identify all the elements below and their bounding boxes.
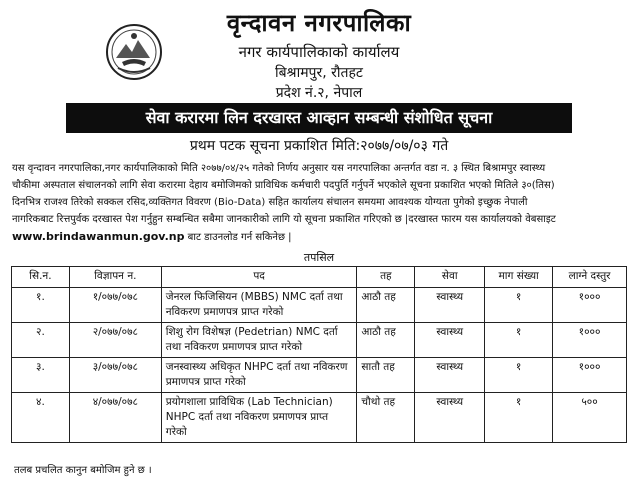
cell-fee: १००० — [553, 323, 627, 358]
table-caption: तपसिल — [303, 251, 335, 264]
body-line: दिनभित्र राजश्व तिरेको सक्कल रसिद,व्यक्तिगत विवरण (Bio-Data) सहित कार्यालय संचालन समयमा आवश्यक योग्यता पुगेको इच्छुक नेपाली — [12, 197, 528, 208]
body-line: यस वृन्दावन नगरपालिका,नगर कार्यपालिकाको मिति २०७७/०४/२५ गतेको निर्णय अनुसार यस नगरपालिका अन्तर्गत वडा न. ३ स्थित बिश्रामपुर स्वास्थ्य — [12, 163, 546, 174]
cell-demand: १ — [485, 393, 553, 443]
cell-adv-no: १/०७७/०७८ — [69, 288, 161, 323]
cell-level: आठौ तह — [357, 323, 415, 358]
body-line-website — [12, 228, 628, 245]
table-row — [12, 323, 627, 358]
cell-level: सातौ तह — [357, 358, 415, 393]
province-line: प्रदेश नं.२, नेपाल — [275, 85, 363, 101]
header-sn: सि.न. — [12, 267, 70, 288]
notice-body — [12, 160, 628, 245]
header-fee: लाग्ने दस्तुर — [553, 267, 627, 288]
cell-fee: ५०० — [553, 393, 627, 443]
table-row — [12, 288, 627, 323]
body-line: चौकीमा अस्पताल संचालनको लागि सेवा करारमा देहाय बमोजिमको प्राविधिक कर्मचारी पदपुर्ति गर्नुपर्ने भएकोले सूचना प्रकाशित भएको मितिले ३०(तिस) — [12, 180, 555, 191]
body-line: नागरिकबाट रित्तपुर्वक दरखास्त पेश गर्नुहुन सम्बन्धित सबैमा जानकारीको लागि यो सूचना प्रकाशित गरिएको छ |दरखास्त फारम यस कार्यालयको वेबसाइट — [12, 214, 556, 225]
cell-post: जेनरल फिजिसियन (MBBS) NMC दर्ता तथा नविकरण प्रमाणपत्र प्राप्त गरेको — [161, 288, 357, 323]
cell-fee: १००० — [553, 288, 627, 323]
publication-date: प्रथम पटक सूचना प्रकाशित मिति:२०७७/०७/०३ गते — [189, 138, 449, 154]
office-name: नगर कार्यपालिकाको कार्यालय — [238, 43, 400, 61]
municipality-title: वृन्दावन नगरपालिका — [226, 9, 412, 37]
cell-post: प्रयोगशाला प्राविधिक (Lab Technician) NHPC दर्ता तथा नविकरण प्रमाणपत्र प्राप्त गरेको — [161, 393, 357, 443]
header-service: सेवा — [415, 267, 485, 288]
header-demand: माग संख्या — [485, 267, 553, 288]
cell-demand: १ — [485, 358, 553, 393]
vacancy-table — [11, 266, 627, 443]
cell-sn: २. — [12, 323, 70, 358]
cell-demand: १ — [485, 323, 553, 358]
cell-adv-no: २/०७७/०७८ — [69, 323, 161, 358]
cell-level: चौथो तह — [357, 393, 415, 443]
cell-sn: १. — [12, 288, 70, 323]
cell-sn: ३. — [12, 358, 70, 393]
website-suffix: बाट डाउनलोड गर्न सकिनेछ | — [184, 232, 292, 243]
cell-service: स्वास्थ्य — [415, 393, 485, 443]
cell-post: जनस्वास्थ्य अधिकृत NHPC दर्ता तथा नविकरण प्रमाणपत्र प्राप्त गरेको — [161, 358, 357, 393]
cell-adv-no: ३/०७७/०७८ — [69, 358, 161, 393]
cell-service: स्वास्थ्य — [415, 288, 485, 323]
salary-footnote: तलब प्रचलित कानुन बमोजिम हुने छ । — [14, 465, 152, 476]
cell-demand: १ — [485, 288, 553, 323]
cell-fee: १००० — [553, 358, 627, 393]
cell-service: स्वास्थ्य — [415, 358, 485, 393]
office-location: बिश्रामपुर, रौतहट — [275, 65, 363, 81]
website-link[interactable]: www.brindawanmun.gov.np — [12, 230, 185, 243]
header-level: तह — [357, 267, 415, 288]
cell-sn: ४. — [12, 393, 70, 443]
cell-service: स्वास्थ्य — [415, 323, 485, 358]
notice-banner: सेवा करारमा लिन दरखास्त आव्हान सम्बन्धी संशोधित सूचना — [66, 103, 572, 133]
table-row — [12, 358, 627, 393]
cell-post: शिशु रोग विशेषज्ञ (Pedetrian) NMC दर्ता तथा नविकरण प्रमाणपत्र प्राप्त गरेको — [161, 323, 357, 358]
header-post: पद — [161, 267, 357, 288]
cell-adv-no: ४/०७७/०७८ — [69, 393, 161, 443]
table-header-row — [12, 267, 627, 288]
header-adv-no: विज्ञापन न. — [69, 267, 161, 288]
cell-level: आठौ तह — [357, 288, 415, 323]
table-row — [12, 393, 627, 443]
